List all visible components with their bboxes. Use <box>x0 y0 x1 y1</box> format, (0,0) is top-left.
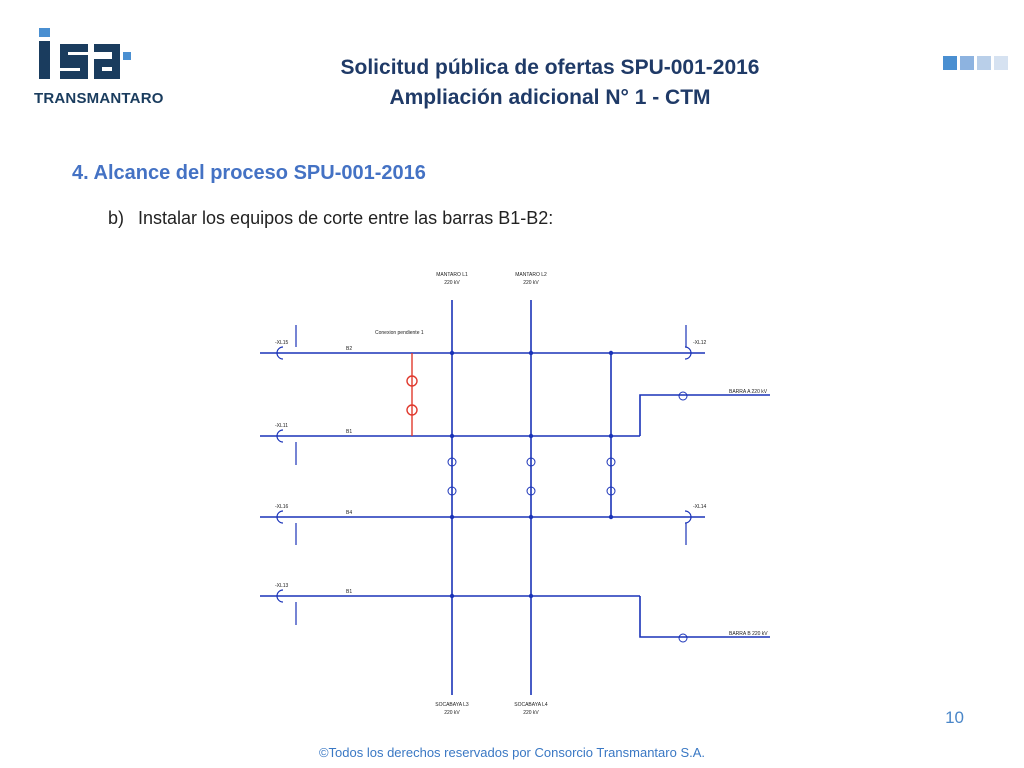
logo-wordmark: TRANSMANTARO <box>34 90 164 107</box>
bus-label-b4: B4 <box>346 510 353 516</box>
slide-subtitle: Ampliación adicional N° 1 - CTM <box>389 86 711 109</box>
bus-label-b1-lower: B1 <box>346 589 353 595</box>
bullet-text: Instalar los equipos de corte entre las barras B1-B2: <box>138 208 554 228</box>
feeder-label-mantaro-l2: MANTARO L2 <box>515 272 547 278</box>
bay-label-xl11: -XL11 <box>275 423 288 429</box>
new-switchgear <box>407 353 417 436</box>
section-heading: 4. Alcance del proceso SPU-001-2016 <box>72 162 426 184</box>
page-number: 10 <box>945 708 964 727</box>
bus-label-b1: B1 <box>346 429 353 435</box>
feeder-label-mantaro-l1: MANTARO L1 <box>436 272 468 278</box>
feeder-voltage-socabaya-l3: 220 kV <box>444 710 460 716</box>
bay-label-xl13: -XL13 <box>275 583 289 589</box>
feeder-label-socabaya-l4: SOCABAYA L4 <box>514 702 548 708</box>
feeder-label-socabaya-l3: SOCABAYA L3 <box>435 702 469 708</box>
feeder-voltage-socabaya-l4: 220 kV <box>523 710 539 716</box>
bay-label-xl16: -XL16 <box>275 504 289 510</box>
barra-b-label: BARRA B 220 kV <box>729 631 768 637</box>
pending-connection-label: Conexion pendiente 1 <box>375 330 424 336</box>
bullet-marker: b) <box>108 208 125 228</box>
barra-a-label: BARRA A 220 kV <box>729 389 768 395</box>
slide-title: Solicitud pública de ofertas SPU-001-2016 <box>340 56 760 79</box>
feeder-voltage-mantaro-l1: 220 kV <box>444 280 460 286</box>
footer-copyright: ©Todos los derechos reservados por Consorcio Transmantaro S.A. <box>318 745 706 760</box>
bus-label-b2: B2 <box>346 346 353 352</box>
bay-label-xl15: -XL15 <box>275 340 289 346</box>
bay-label-xl14: -XL14 <box>693 504 707 510</box>
bay-label-xl12: -XL12 <box>693 340 707 346</box>
feeder-voltage-mantaro-l2: 220 kV <box>523 280 539 286</box>
